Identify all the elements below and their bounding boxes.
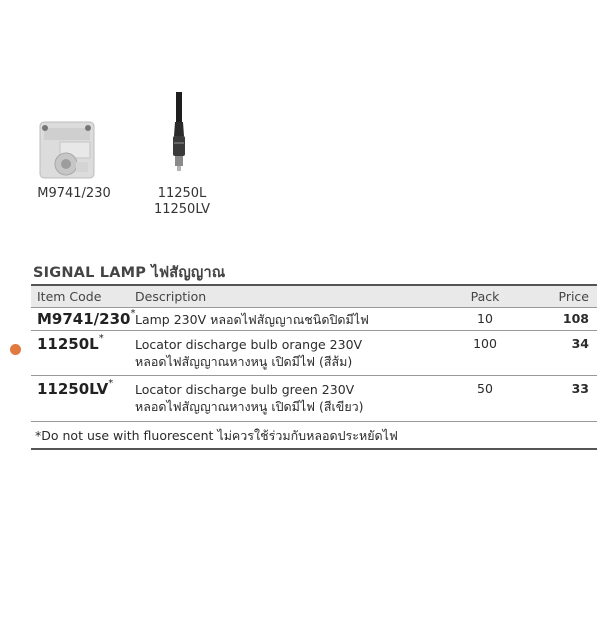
item-code-text: M9741/230 [37, 310, 131, 328]
socket-icon [38, 118, 98, 180]
item-description [135, 336, 362, 370]
item-code-text: 11250LV [37, 380, 109, 398]
table-row [31, 376, 597, 422]
header-pack: Pack [470, 289, 500, 304]
item-description [135, 311, 369, 328]
item-code-text: 11250L [37, 335, 99, 353]
header-item-code: Item Code [37, 289, 102, 304]
header-price: Price [558, 289, 589, 304]
description-line: หลอดไฟสัญญาณหางหนู เปิดมีไฟ (สีเขียว) [135, 399, 364, 414]
item-price: 33 [571, 381, 589, 396]
item-pack: 50 [477, 381, 493, 396]
description-line: หลอดไฟสัญญาณหางหนู เปิดมีไฟ (สีส้ม) [135, 354, 353, 369]
section-title: SIGNAL LAMP ไฟสัญญาณ [33, 265, 226, 281]
item-pack: 100 [473, 336, 497, 351]
item-code [37, 380, 113, 398]
header-description: Description [135, 289, 207, 304]
asterisk-mark: * [108, 378, 114, 389]
asterisk-mark: * [130, 308, 136, 319]
table-header [31, 286, 597, 308]
table-row [31, 331, 597, 376]
product-image-m9741 [38, 118, 98, 180]
product-caption [24, 186, 124, 202]
item-pack: 10 [477, 311, 493, 326]
bullet-marker [10, 344, 21, 355]
item-code [37, 335, 104, 353]
product-image-11250 [164, 92, 194, 172]
caption-line: 11250L [157, 186, 207, 201]
description-line: Locator discharge bulb orange 230V [135, 337, 363, 352]
description-line: Locator discharge bulb green 230V [135, 382, 355, 397]
description-line: Lamp 230V หลอดไฟสัญญาณชนิดปิดมีไฟ [135, 312, 369, 327]
item-description [135, 381, 364, 415]
item-price: 34 [571, 336, 589, 351]
caption-line: M9741/230 [37, 186, 111, 201]
caption-line: 11250LV [153, 202, 211, 217]
asterisk-mark: * [98, 333, 104, 344]
item-price: 108 [562, 311, 589, 326]
product-caption [132, 186, 232, 218]
footnote-text: *Do not use with fluorescent ไม่ควรใช้ร่วมกับหลอดประหยัดไฟ [35, 428, 398, 443]
price-table [31, 284, 597, 450]
bulb-cable-icon [164, 92, 194, 172]
table-row [31, 308, 597, 331]
item-code [37, 310, 135, 328]
footnote-row [31, 422, 597, 450]
